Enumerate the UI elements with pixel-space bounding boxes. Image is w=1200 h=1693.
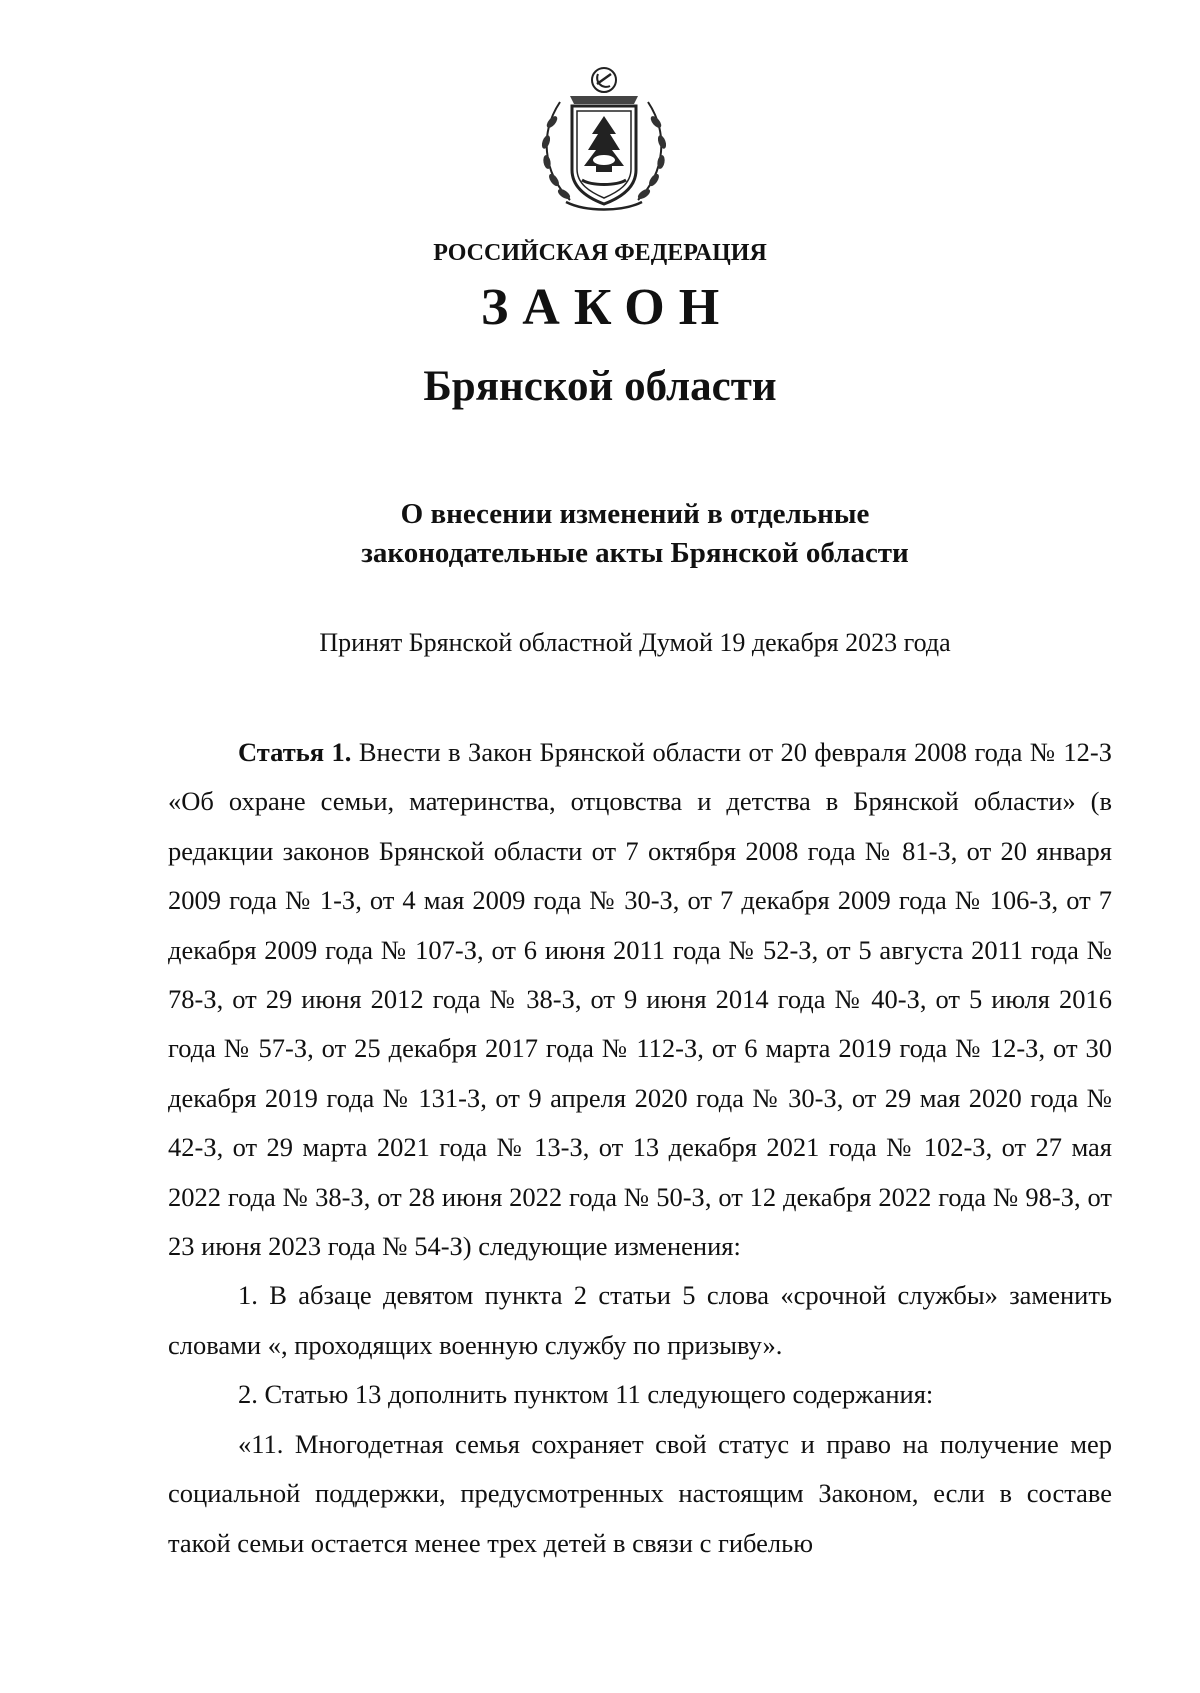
law-title-line-1: О внесении изменений в отдельные [400, 498, 870, 530]
region-heading: Брянской области [423, 363, 777, 410]
country-heading: РОССИЙСКАЯ ФЕДЕРАЦИЯ [433, 240, 767, 266]
article-1-text: Внести в Закон Брянской области от 20 февраля 2008 года № 12-З «Об охране семьи, материнства, отцовства и детства в Брянской области» (в редакции законов Брянской области от 7 октября 2008 года № 81-З, от 20 января 2009 года № 1-З, от 4 мая 2009 года № 30-З, от 7 декабря 2009 года № 106-З, от 7 декабря 2009 года № 107-З, от 6 июня 2011 года № 52-З, от 5 августа 2011 года № 78-З, от 29 июня 2012 года № 38-З, от 9 июня 2014 года № 40-З, от 5 июля 2016 года № 57-З, от 25 декабря 2017 года № 112-З, от 6 марта 2019 года № 12-З, от 30 декабря 2019 года № 131-З, от 9 апреля 2020 года № 30-З, от 29 мая 2020 года № 42-З, от 29 марта 2021 года № 13-З, от 13 декабря 2021 года № 102-З, от 27 мая 2022 года № 38-З, от 28 июня 2022 года № 50-З, от 12 декабря 2022 года № 98-З, от 23 июня 2023 года № 54-З) следующие изменения: [168, 737, 1112, 1262]
law-title-line-2: законодательные акты Брянской области [361, 537, 909, 569]
article-1-paragraph [168, 728, 1112, 1271]
coat-of-arms-emblem [530, 62, 678, 214]
amendment-item-1: 1. В абзаце девятом пункта 2 статьи 5 слова «срочной службы» заменить словами «, проходящих военную службу по призыву». [168, 1280, 1112, 1360]
law-body [168, 728, 1112, 1568]
amendment-item-2: 2. Статью 13 дополнить пунктом 11 следующего содержания: [238, 1379, 934, 1410]
law-title [0, 495, 1200, 573]
bryansk-region-coat-of-arms-icon [530, 62, 678, 214]
adoption-note: Принят Брянской областной Думой 19 декабря 2023 года [319, 628, 951, 657]
document-type-heading: ЗАКОН [480, 279, 734, 336]
amendment-item-3: «11. Многодетная семья сохраняет свой статус и право на получение мер социальной поддержки, предусмотренных настоящим Законом, если в составе такой семьи остается менее трех детей в связи с гибелью [168, 1428, 1112, 1558]
article-1-label: Статья 1. [238, 737, 352, 767]
